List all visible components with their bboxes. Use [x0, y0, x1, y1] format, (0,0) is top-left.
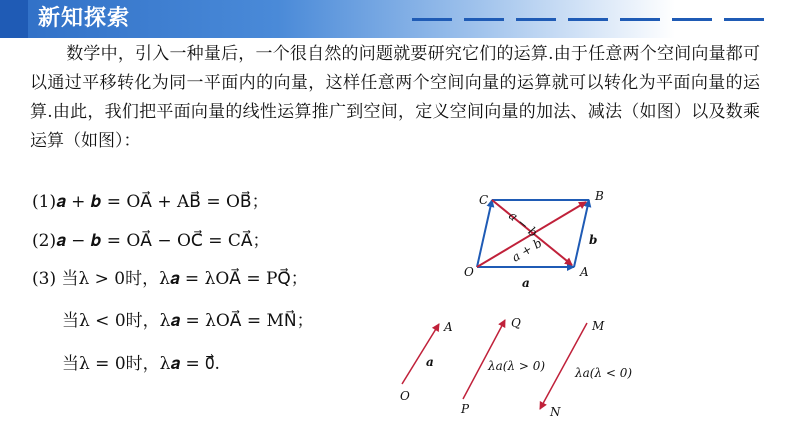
label-a-plus-b: a + b	[509, 235, 545, 265]
intro-text: 数学中，引入一种量后，一个很自然的问题就要研究它们的运算.由于任意两个空间向量都可以通过平移转化为同一平面内的向量，这样任意两个空间向量的运算就可以转化为平面向量的运算.由此，我们把平面向量的线性运算推广到空间，定义空间向量的加法、减法（如图）以及数乘运算（如图）：	[30, 44, 760, 151]
label-q-point: Q	[511, 316, 521, 330]
label-a: A	[580, 265, 589, 279]
page-title: 新知探索	[38, 6, 131, 31]
equation-subtraction: (2)𝒂 − 𝒃 = OA⃗ − OC⃗ = CA⃗；	[32, 231, 270, 251]
vector-oc	[477, 200, 492, 267]
label-m-point: M	[592, 319, 605, 333]
label-a-point: A	[444, 320, 453, 334]
label-o: O	[464, 265, 474, 279]
scalar-multiplication-figure	[400, 316, 632, 419]
label-a-minus-b: a − b	[506, 208, 541, 240]
label-vector-a-scalar: a	[426, 355, 434, 369]
label-b: B	[595, 189, 604, 203]
equation-addition: (1)𝒂 + 𝒃 = OA⃗ + AB⃗ = OB⃗；	[32, 192, 269, 212]
label-o-point: O	[400, 389, 410, 403]
vector-ab	[574, 200, 589, 267]
equation-scalar-positive: (3) 当λ > 0时，λ𝒂 = λOA⃗ = PQ⃗；	[32, 269, 308, 289]
label-vector-a: a	[522, 276, 530, 290]
label-lambda-negative: λa(λ < 0)	[575, 366, 633, 380]
vector-oa-scalar	[402, 324, 439, 384]
label-n-point: N	[550, 405, 561, 419]
parallelogram-figure	[464, 189, 604, 290]
label-vector-b: b	[589, 233, 598, 247]
label-lambda-positive: λa(λ > 0)	[488, 359, 546, 373]
label-p-point: P	[461, 402, 470, 416]
equation-scalar-negative: 当λ < 0时，λ𝒂 = λOA⃗ = MN⃗；	[62, 311, 314, 331]
equation-scalar-zero: 当λ = 0时，λ𝒂 = 0⃗.	[62, 354, 220, 374]
label-c: C	[479, 193, 489, 207]
